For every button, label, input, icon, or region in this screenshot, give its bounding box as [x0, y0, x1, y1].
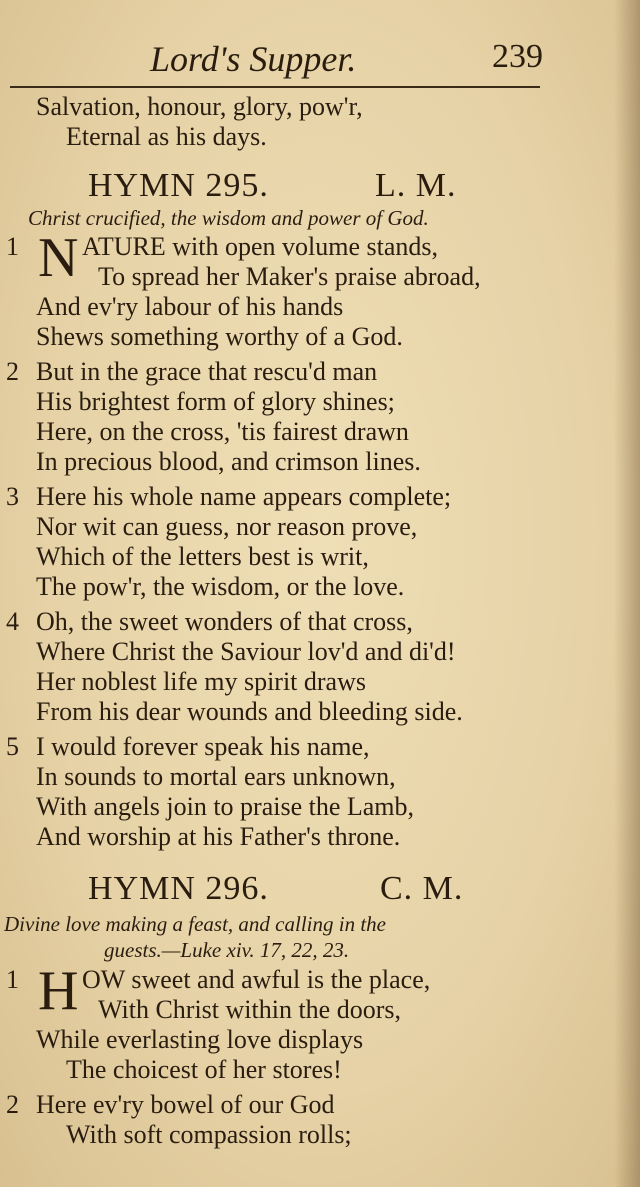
hymn-296-subtitle: guests.—Luke xiv. 17, 22, 23.: [104, 938, 350, 962]
verse-line: In sounds to mortal ears unknown,: [36, 762, 396, 791]
drop-cap: N: [38, 227, 79, 289]
hymn-295-meter: L. M.: [375, 167, 457, 204]
verse-line: Here ev'ry bowel of our God: [36, 1090, 335, 1119]
verse-line: Her noblest life my spirit draws: [36, 667, 366, 696]
verse-line: Which of the letters best is writ,: [36, 542, 369, 571]
verse-line: OW sweet and awful is the place,: [82, 965, 431, 994]
verse-line: Where Christ the Saviour lov'd and di'd!: [36, 637, 456, 666]
verse-line: Oh, the sweet wonders of that cross,: [36, 607, 413, 636]
continuation-line: Eternal as his days.: [66, 122, 267, 151]
verse-line: With Christ within the doors,: [98, 995, 401, 1024]
hymn-296-subtitle: Divine love making a feast, and calling in the: [4, 912, 386, 936]
verse-line: And worship at his Father's throne.: [36, 822, 401, 851]
verse-line: In precious blood, and crimson lines.: [36, 447, 421, 476]
hymn-296-meter: C. M.: [380, 870, 464, 907]
verse-number: 2: [6, 1090, 19, 1119]
verse-line: The choicest of her stores!: [66, 1055, 342, 1084]
verse-line: Nor wit can guess, nor reason prove,: [36, 512, 418, 541]
hymn-295-subtitle: Christ crucified, the wisdom and power of God.: [28, 206, 429, 230]
verse-line: ATURE with open volume stands,: [82, 232, 439, 261]
running-title: Lord's Supper.: [150, 39, 357, 79]
verse-line: I would forever speak his name,: [36, 732, 370, 761]
page-number: 239: [492, 38, 543, 75]
continuation-line: Salvation, honour, glory, pow'r,: [36, 92, 363, 121]
verse-number: 3: [6, 482, 19, 511]
verse-line: With angels join to praise the Lamb,: [36, 792, 415, 821]
verse-number: 1: [6, 965, 19, 994]
verse-line: But in the grace that rescu'd man: [36, 357, 378, 386]
verse-number: 5: [6, 732, 19, 761]
verse-line: And ev'ry labour of his hands: [36, 292, 344, 321]
verse-line: With soft compassion rolls;: [66, 1120, 352, 1149]
verse-line: Shews something worthy of a God.: [36, 322, 403, 351]
verse-number: 1: [6, 232, 19, 261]
verse-line: From his dear wounds and bleeding side.: [36, 697, 463, 726]
verse-line: Here his whole name appears complete;: [36, 482, 452, 511]
verse-number: 2: [6, 357, 19, 386]
verse-line: To spread her Maker's praise abroad,: [98, 262, 481, 291]
page-edge-shadow: [614, 0, 640, 1187]
drop-cap: H: [38, 960, 79, 1022]
verse-line: The pow'r, the wisdom, or the love.: [36, 572, 405, 601]
hymn-295-title: HYMN 295.: [88, 167, 269, 204]
verse-number: 4: [6, 607, 19, 636]
verse-line: His brightest form of glory shines;: [36, 387, 395, 416]
verse-line: Here, on the cross, 'tis fairest drawn: [36, 417, 409, 446]
header-rule: [10, 86, 540, 88]
hymn-296-title: HYMN 296.: [88, 870, 269, 907]
page-header: [0, 38, 640, 86]
verse-line: While everlasting love displays: [36, 1025, 364, 1054]
